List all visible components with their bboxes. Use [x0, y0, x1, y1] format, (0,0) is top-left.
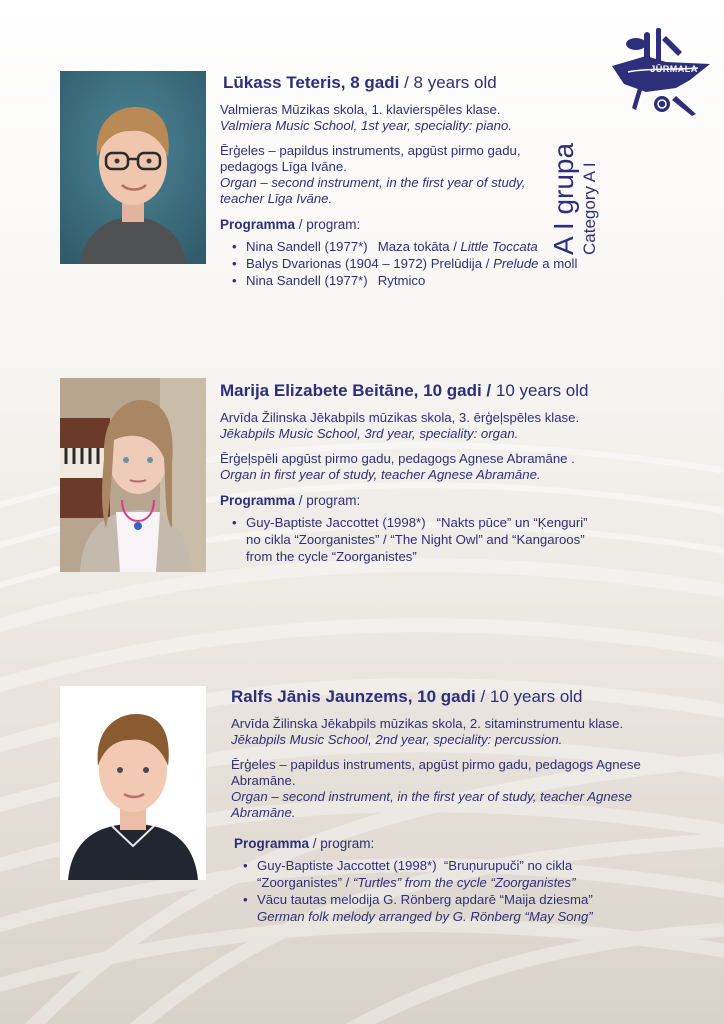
program-item: • Guy-Baptiste Jaccottet (1998*) “Nakts pūce” un “Ķenguri” no cikla “Zoorganistes” / “The Night Owl” and “Kangaroos” from the cycle “Zoorganistes”	[234, 514, 650, 565]
program-heading: Programma / program:	[220, 493, 361, 508]
performer-photo-1	[60, 71, 206, 264]
performer-name	[231, 686, 691, 708]
organ-lv: Ērģeles – papildus instruments, apgūst pirmo gadu, pedagogs Agnese Abramāne.	[231, 757, 641, 788]
program-item: • Nina Sandell (1977*) Maza tokāta / Little Toccata	[234, 238, 620, 255]
organ-en: Organ – second instrument, in the first year of study, teacher Līga Ivāne.	[220, 175, 526, 206]
performer-name-lv: Ralfs Jānis Jaunzems, 10 gadi	[231, 687, 476, 706]
category-group: A I grupa	[548, 142, 579, 255]
organ-lv: Ērģeļspēli apgūst pirmo gadu, pedagogs Agnese Abramāne .	[220, 451, 575, 466]
school-lv: Arvīda Žilinska Jēkabpils mūzikas skola, 2. sitaminstrumentu klase.	[231, 716, 624, 731]
program-heading: Programma / program:	[234, 836, 375, 851]
organ-en: Organ in first year of study, teacher Agnese Abramāne.	[220, 467, 541, 482]
program-list	[220, 238, 620, 289]
performer-photo-2	[60, 378, 206, 572]
performer-name	[223, 72, 620, 94]
program-list	[220, 514, 650, 565]
performer-age-en: / 10 years old	[475, 687, 583, 706]
program-item: • Nina Sandell (1977*) Rytmico	[234, 272, 620, 289]
performer-age-en: / 8 years old	[399, 73, 497, 92]
school-lv: Arvīda Žilinska Jēkabpils mūzikas skola, 3. ērģeļspēles klase.	[220, 410, 580, 425]
performer-name-lv: Marija Elizabete Beitāne, 10 gadi /	[220, 381, 492, 400]
organ-en: Organ – second instrument, in the first year of study, teacher Agnese Abramāne.	[231, 789, 632, 820]
school-en: Valmiera Music School, 1st year, speciality: piano.	[220, 118, 512, 133]
performer-name	[220, 380, 650, 402]
performer-name-lv: Lūkass Teteris, 8 gadi	[223, 73, 400, 92]
organ-lv: Ērģeles – papildus instruments, apgūst pirmo gadu, pedagogs Līga Ivāne.	[220, 143, 521, 174]
logo-label: JŪRMALA	[650, 64, 698, 74]
school-en: Jēkabpils Music School, 3rd year, speciality: organ.	[220, 426, 519, 441]
performer-age-en: 10 years old	[491, 381, 589, 400]
school-lv: Valmieras Mūzikas skola, 1. klavierspēles klase.	[220, 102, 501, 117]
performer-entry-3	[231, 686, 691, 925]
program-item: • Balys Dvarionas (1904 – 1972) Prelūdija / Prelude a moll	[234, 255, 620, 272]
performer-photo-3	[60, 686, 206, 880]
performer-entry-1	[220, 72, 620, 289]
program-heading: Programma / program:	[220, 217, 361, 232]
program-list	[231, 857, 691, 925]
program-item: • Guy-Baptiste Jaccottet (1998*) “Bruņurupuči” no cikla “Zoorganistes” / “Turtles” from the cycle “Zoorganistes”	[245, 857, 691, 891]
performer-entry-2	[220, 380, 650, 565]
school-en: Jēkabpils Music School, 2nd year, speciality: percussion.	[231, 732, 563, 747]
category-english: Category A I	[580, 162, 599, 255]
program-item: • Vācu tautas melodija G. Rönberg apdarē “Maija dziesma” German folk melody arranged by G. Rönberg “May Song”	[245, 891, 691, 925]
